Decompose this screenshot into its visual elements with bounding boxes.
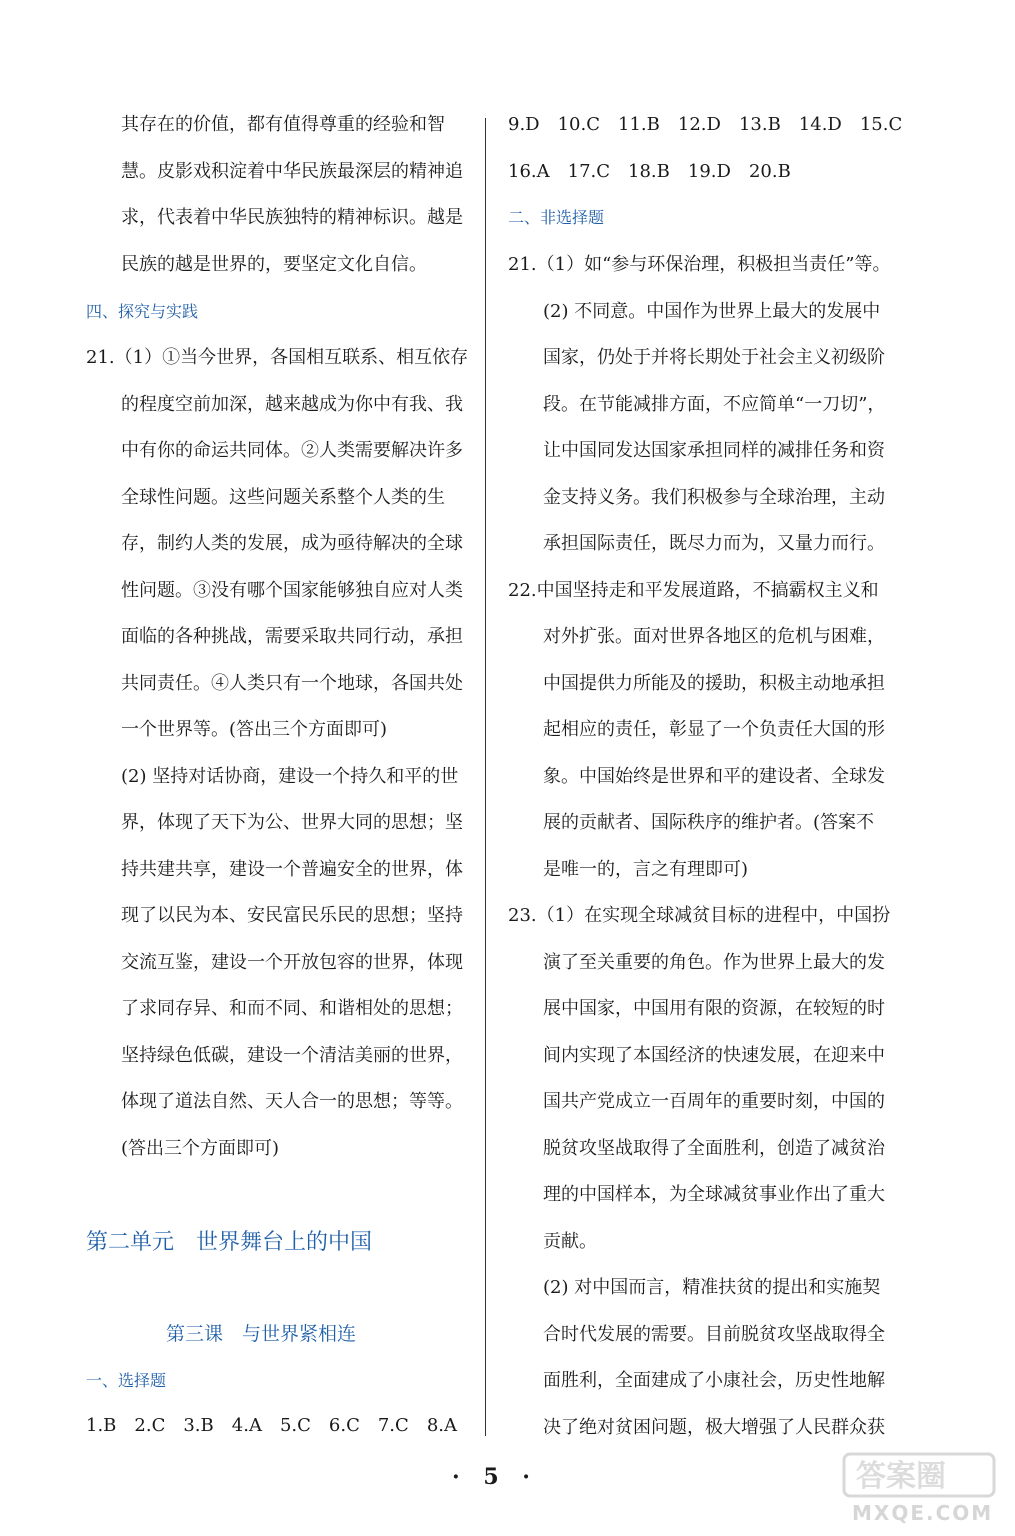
text-line: (2) 坚持对话协商，建设一个持久和平的世	[121, 766, 459, 787]
text-line: 面临的各种挑战，需要采取共同行动，承担	[121, 626, 463, 647]
text-line: 决了绝对贫困问题，极大增强了人民群众获	[543, 1417, 885, 1438]
answer-item: 15.C	[859, 114, 903, 135]
text-line: 交流互鉴，建设一个开放包容的世界，体现	[121, 952, 463, 973]
watermark-top-text: 答案圈	[856, 1459, 946, 1494]
text-line: 的程度空前加深，越来越成为你中有我、我	[121, 394, 463, 415]
text-line: 面胜利，全面建成了小康社会，历史性地解	[543, 1370, 885, 1391]
text-line: 段。在节能减排方面，不应简单“一刀切”，	[543, 394, 886, 415]
watermark-logo	[838, 1448, 1008, 1528]
answer-item: 19.D	[687, 161, 731, 182]
text-line: 金支持义务。我们积极参与全球治理，主动	[543, 487, 885, 508]
text-line: 展中国家，中国用有限的资源，在较短的时	[543, 998, 885, 1019]
text-line: 对外扩张。面对世界各地区的危机与困难，	[543, 626, 885, 647]
answer-item: 18.B	[628, 161, 670, 182]
answer-item: 9.D	[508, 114, 540, 135]
answer-item: 4.A	[231, 1415, 262, 1436]
text-line: 展的贡献者、国际秩序的维护者。(答案不	[543, 812, 875, 833]
text-line: (2) 不同意。中国作为世界上最大的发展中	[543, 301, 881, 322]
answer-item: 6.C	[328, 1415, 360, 1436]
text-line: 理的中国样本，为全球减贫事业作出了重大	[543, 1184, 885, 1205]
text-line: 民族的越是世界的，要坚定文化自信。	[121, 254, 427, 275]
text-line: 国共产党成立一百周年的重要时刻，中国的	[543, 1091, 885, 1112]
text-line: 承担国际责任，既尽力而为，又量力而行。	[543, 533, 885, 554]
answer-item: 3.B	[183, 1415, 214, 1436]
text-line: 现了以民为本、安民富民乐民的思想；坚持	[121, 905, 463, 926]
section-heading: 四、探究与实践	[86, 302, 199, 321]
text-line: 全球性问题。这些问题关系整个人类的生	[121, 487, 445, 508]
text-line: 合时代发展的需要。目前脱贫攻坚战取得全	[543, 1324, 885, 1345]
text-line: 中国提供力所能及的援助，积极主动地承担	[543, 673, 885, 694]
section-heading: 二、非选择题	[508, 208, 605, 227]
text-line: 象。中国始终是世界和平的建设者、全球发	[543, 766, 885, 787]
answer-item: 1.B	[86, 1415, 117, 1436]
text-line: 体现了道法自然、天人合一的思想；等等。	[121, 1091, 463, 1112]
question-21-answer: 21.（1）如“参与环保治理，积极担当责任”等。	[508, 254, 891, 275]
text-line: 存，制约人类的发展，成为亟待解决的全球	[121, 533, 463, 554]
answer-item: 13.B	[738, 114, 781, 135]
text-line: 国家，仍处于并将长期处于社会主义初级阶	[543, 347, 885, 368]
answer-item: 14.D	[798, 114, 842, 135]
answer-row	[508, 158, 809, 186]
text-line: 一个世界等。(答出三个方面即可)	[121, 719, 388, 740]
text-line: 共同责任。④人类只有一个地球，各国共处	[121, 673, 463, 694]
answer-item: 20.B	[748, 161, 791, 182]
text-line: (答出三个方面即可)	[121, 1138, 280, 1159]
answer-row	[86, 1412, 475, 1440]
text-line: (2) 对中国而言，精准扶贫的提出和实施契	[543, 1277, 881, 1298]
answer-item: 5.C	[279, 1415, 311, 1436]
answer-item: 10.C	[557, 114, 601, 135]
text-line: 是唯一的，言之有理即可)	[543, 859, 749, 880]
text-line: 求，代表着中华民族独特的精神标识。越是	[121, 207, 463, 228]
answer-item: 11.B	[618, 114, 660, 135]
text-line: 脱贫攻坚战取得了全面胜利，创造了减贫治	[543, 1138, 885, 1159]
question-22-answer: 22.中国坚持走和平发展道路，不搞霸权主义和	[508, 580, 879, 601]
lesson-title: 第三课 与世界紧相连	[166, 1323, 357, 1345]
text-line: 演了至关重要的角色。作为世界上最大的发	[543, 952, 885, 973]
text-line: 中有你的命运共同体。②人类需要解决许多	[121, 440, 463, 461]
text-line: 坚持绿色低碳，建设一个清洁美丽的世界，	[121, 1045, 463, 1066]
answer-item: 12.D	[677, 114, 721, 135]
answer-item: 8.A	[426, 1415, 457, 1436]
column-divider	[485, 118, 486, 1436]
answer-item: 7.C	[377, 1415, 409, 1436]
section-heading: 一、选择题	[86, 1371, 167, 1390]
text-line: 间内实现了本国经济的快速发展，在迎来中	[543, 1045, 885, 1066]
text-line: 性问题。③没有哪个国家能够独自应对人类	[121, 580, 463, 601]
unit-title: 第二单元 世界舞台上的中国	[86, 1230, 373, 1255]
question-21-start: 21.（1）①当今世界，各国相互联系、相互依存	[86, 347, 469, 368]
answer-item: 2.C	[134, 1415, 166, 1436]
answer-item: 17.C	[567, 161, 611, 182]
watermark-bottom-text: MXQE.COM	[852, 1501, 994, 1525]
text-line: 了求同存异、和而不同、和谐相处的思想；	[121, 998, 463, 1019]
text-line: 界，体现了天下为公、世界大同的思想；坚	[121, 812, 463, 833]
answer-item: 16.A	[508, 161, 550, 182]
text-line: 慧。皮影戏积淀着中华民族最深层的精神追	[121, 161, 463, 182]
text-line: 让中国同发达国家承担同样的减排任务和资	[543, 440, 885, 461]
answer-row	[508, 111, 920, 139]
text-line: 持共建共享，建设一个普遍安全的世界，体	[121, 859, 463, 880]
text-line: 贡献。	[543, 1231, 597, 1252]
question-23-answer: 23.（1）在实现全球减贫目标的进程中，中国扮	[508, 905, 891, 926]
text-line: 其存在的价值，都有值得尊重的经验和智	[121, 114, 445, 135]
text-line: 起相应的责任，彰显了一个负责任大国的形	[543, 719, 885, 740]
page-number: · 5 ·	[452, 1464, 538, 1490]
